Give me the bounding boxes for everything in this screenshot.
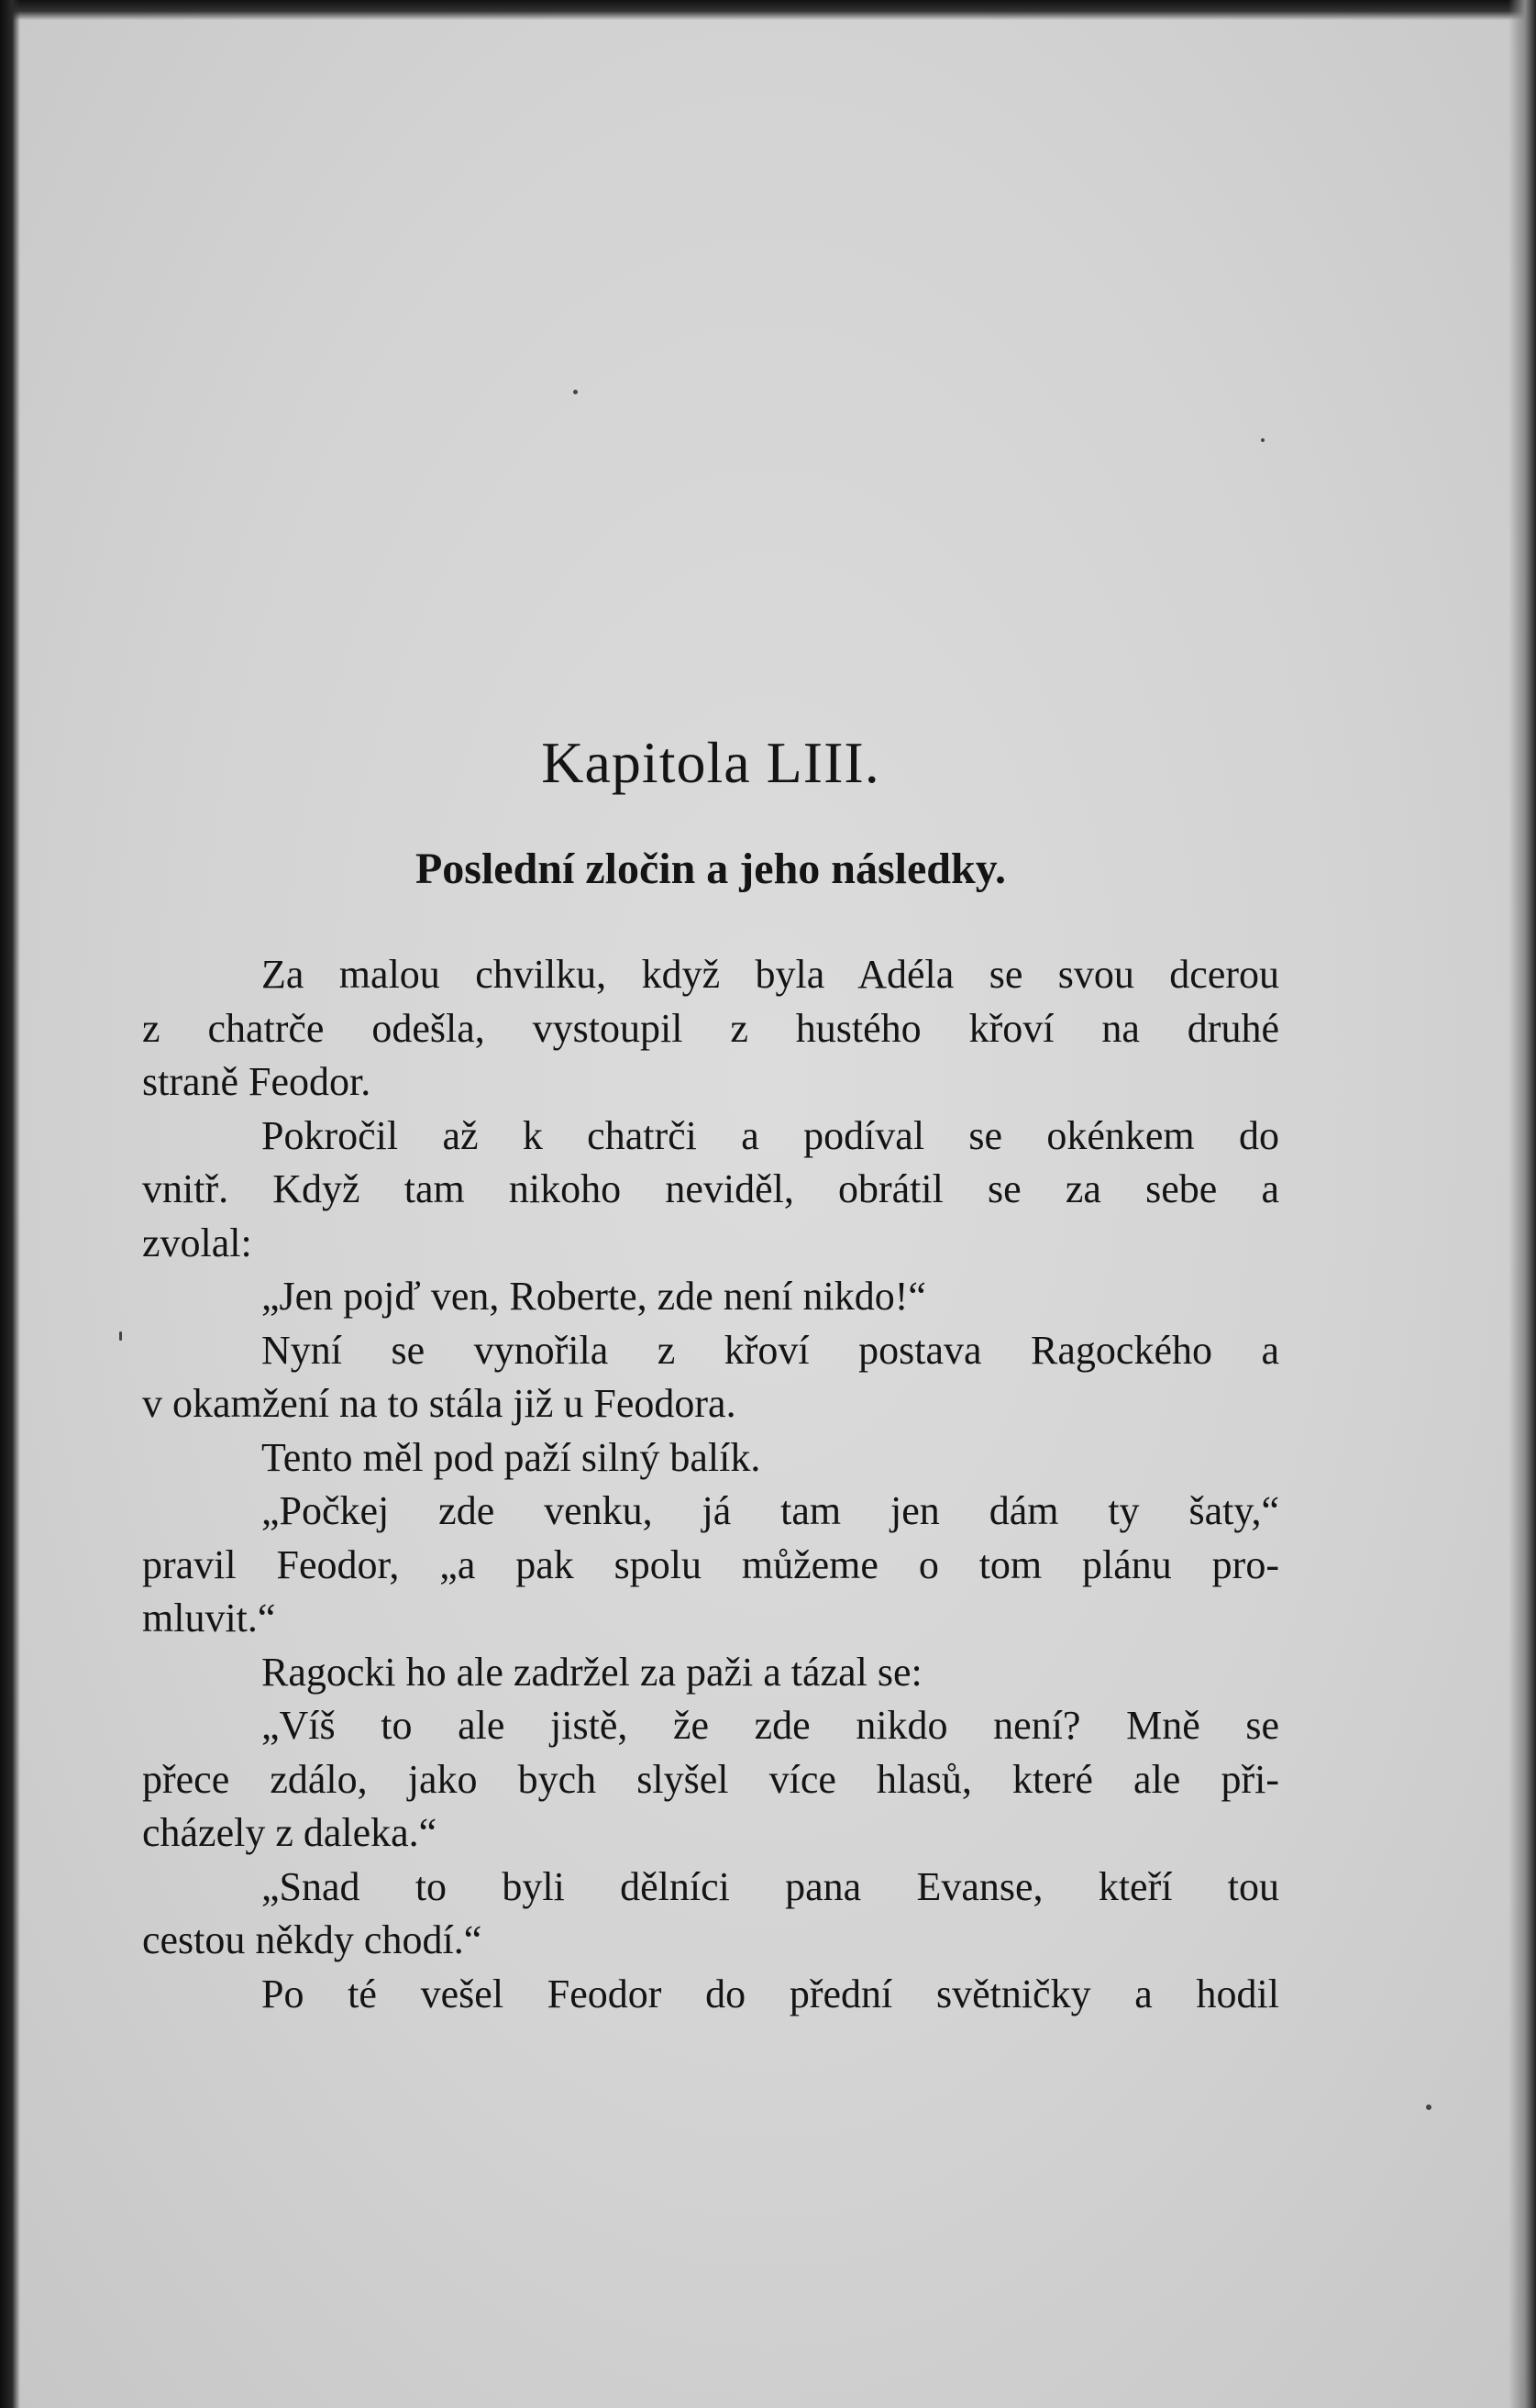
scan-speck	[573, 390, 578, 394]
text-line: Pokročil až k chatrči a podíval se okénkem do	[261, 1112, 1279, 1158]
text-line: „Snad to byli dělníci pana Evanse, kteří tou	[261, 1863, 1279, 1909]
text-line: pravil Feodor, „a pak spolu můžeme o tom plánu pro-	[142, 1541, 1279, 1587]
text-line: Tento měl pod paží silný balík.	[261, 1434, 761, 1480]
text-line: přece zdálo, jako bych slyšel více hlasů, které ale při-	[142, 1756, 1279, 1802]
book-text	[142, 730, 1279, 2021]
text-line: Po té vešel Feodor do přední světničky a hodil	[261, 1971, 1279, 2016]
text-line: vnitř. Když tam nikoho neviděl, obrátil se za sebe a	[142, 1166, 1279, 1211]
text-line: „Jen pojď ven, Roberte, zde není nikdo!“	[261, 1274, 926, 1319]
scan-speck	[119, 1331, 122, 1341]
scan-edge-top	[0, 0, 1536, 20]
body-text	[142, 948, 1279, 2021]
text-line: „Počkej zde venku, já tam jen dám ty šaty,“	[261, 1488, 1279, 1533]
scan-edge-right	[1508, 0, 1536, 2408]
chapter-subtitle: Poslední zločin a jeho následky.	[414, 845, 1007, 893]
chapter-title: Kapitola LIII.	[541, 730, 880, 795]
text-line: Za malou chvilku, když byla Adéla se svou dcerou	[261, 952, 1279, 997]
scan-speck	[1426, 2104, 1431, 2110]
text-line: Nyní se vynořila z křoví postava Ragockého a	[261, 1327, 1279, 1373]
scan-edge-left	[0, 0, 20, 2408]
text-line: v okamžení na to stála již u Feodora.	[142, 1381, 736, 1426]
text-line: straně Feodor.	[142, 1059, 371, 1104]
text-line: cestou někdy chodí.“	[142, 1917, 482, 1962]
text-line: „Víš to ale jistě, že zde nikdo není? Mně se	[261, 1703, 1279, 1748]
scan-speck	[1261, 438, 1265, 442]
text-line: mluvit.“	[142, 1596, 276, 1640]
text-line: cházely z daleka.“	[142, 1810, 437, 1855]
text-line: Ragocki ho ale zadržel za paži a tázal se:	[261, 1649, 923, 1695]
text-line: z chatrče odešla, vystoupil z hustého křoví na druhé	[142, 1005, 1279, 1051]
text-line: zvolal:	[142, 1220, 252, 1265]
